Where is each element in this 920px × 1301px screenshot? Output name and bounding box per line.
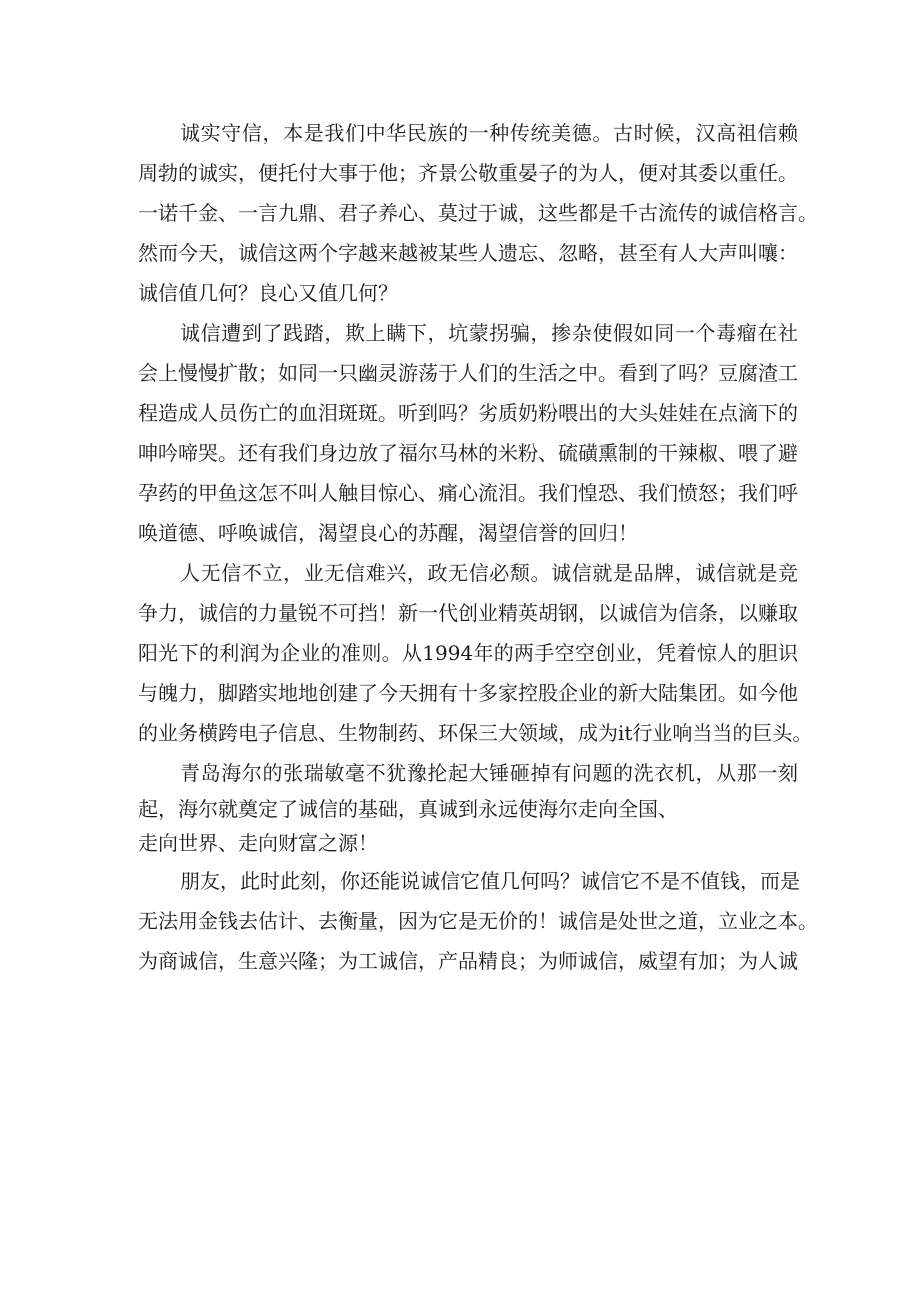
paragraph-2-line-3: 程造成人员伤亡的血泪斑斑。听到吗？劣质奶粉喂出的大头娃娃在点滴下的: [138, 401, 798, 425]
paragraph-5-line-1: 朋友，此时此刻，你还能说诚信它值几何吗？诚信它不是不值钱，而是: [180, 869, 800, 893]
paragraph-3-line-4: 与魄力，脚踏实地地创建了今天拥有十多家控股企业的新大陆集团。如今他: [138, 681, 798, 705]
paragraph-1-line-5: 诚信值几何？良心又值几何？: [138, 281, 398, 305]
paragraph-5-line-3: 为商诚信，生意兴隆；为工诚信，产品精良；为师诚信，威望有加；为人诚: [138, 949, 798, 973]
paragraph-1-line-1: 诚实守信，本是我们中华民族的一种传统美德。古时候，汉高祖信赖: [180, 121, 798, 145]
paragraph-3-line-5: 的业务横跨电子信息、生物制药、环保三大领域，成为it行业响当当的巨头。: [138, 721, 813, 745]
paragraph-3-line-2: 争力，诚信的力量锐不可挡！新一代创业精英胡钢，以诚信为信条，以赚取: [138, 601, 798, 625]
paragraph-3-line-3: 阳光下的利润为企业的准则。从1994年的两手空空创业，凭着惊人的胆识: [138, 641, 798, 665]
paragraph-1-line-2: 周勃的诚实，便托付大事于他；齐景公敬重晏子的为人，便对其委以重任。: [138, 161, 798, 185]
paragraph-1-line-4: 然而今天，诚信这两个字越来越被某些人遗忘、忽略，甚至有人大声叫嚷：: [138, 241, 798, 265]
paragraph-4-line-3: 走向世界、走向财富之源！: [138, 831, 378, 855]
paragraph-1-line-3: 一诺千金、一言九鼎、君子养心、莫过于诚，这些都是千古流传的诚信格言。: [138, 201, 818, 225]
paragraph-2-line-1: 诚信遭到了践踏，欺上瞒下，坑蒙拐骗，掺杂使假如同一个毒瘤在社: [180, 321, 798, 345]
paragraph-2-line-4: 呻吟啼哭。还有我们身边放了福尔马林的米粉、硫磺熏制的干辣椒、喂了避: [138, 441, 798, 465]
paragraph-4-line-1: 青岛海尔的张瑞敏毫不犹豫抡起大锤砸掉有问题的洗衣机，从那一刻: [180, 761, 798, 785]
paragraph-3-line-1: 人无信不立，业无信难兴，政无信必颓。诚信就是品牌，诚信就是竞: [180, 561, 798, 585]
essay-body: [138, 113, 818, 981]
paragraph-5-line-2: 无法用金钱去估计、去衡量，因为它是无价的！诚信是处世之道，立业之本。: [138, 909, 818, 933]
paragraph-4-line-2: 起，海尔就奠定了诚信的基础，真诚到永远使海尔走向全国、: [138, 797, 678, 821]
paragraph-2-line-6: 唤道德、呼唤诚信，渴望良心的苏醒，渴望信誉的回归！: [138, 521, 638, 545]
paragraph-2-line-2: 会上慢慢扩散；如同一只幽灵游荡于人们的生活之中。看到了吗？豆腐渣工: [138, 361, 798, 385]
paragraph-2-line-5: 孕药的甲鱼这怎不叫人触目惊心、痛心流泪。我们惶恐、我们愤怒；我们呼: [138, 481, 798, 505]
